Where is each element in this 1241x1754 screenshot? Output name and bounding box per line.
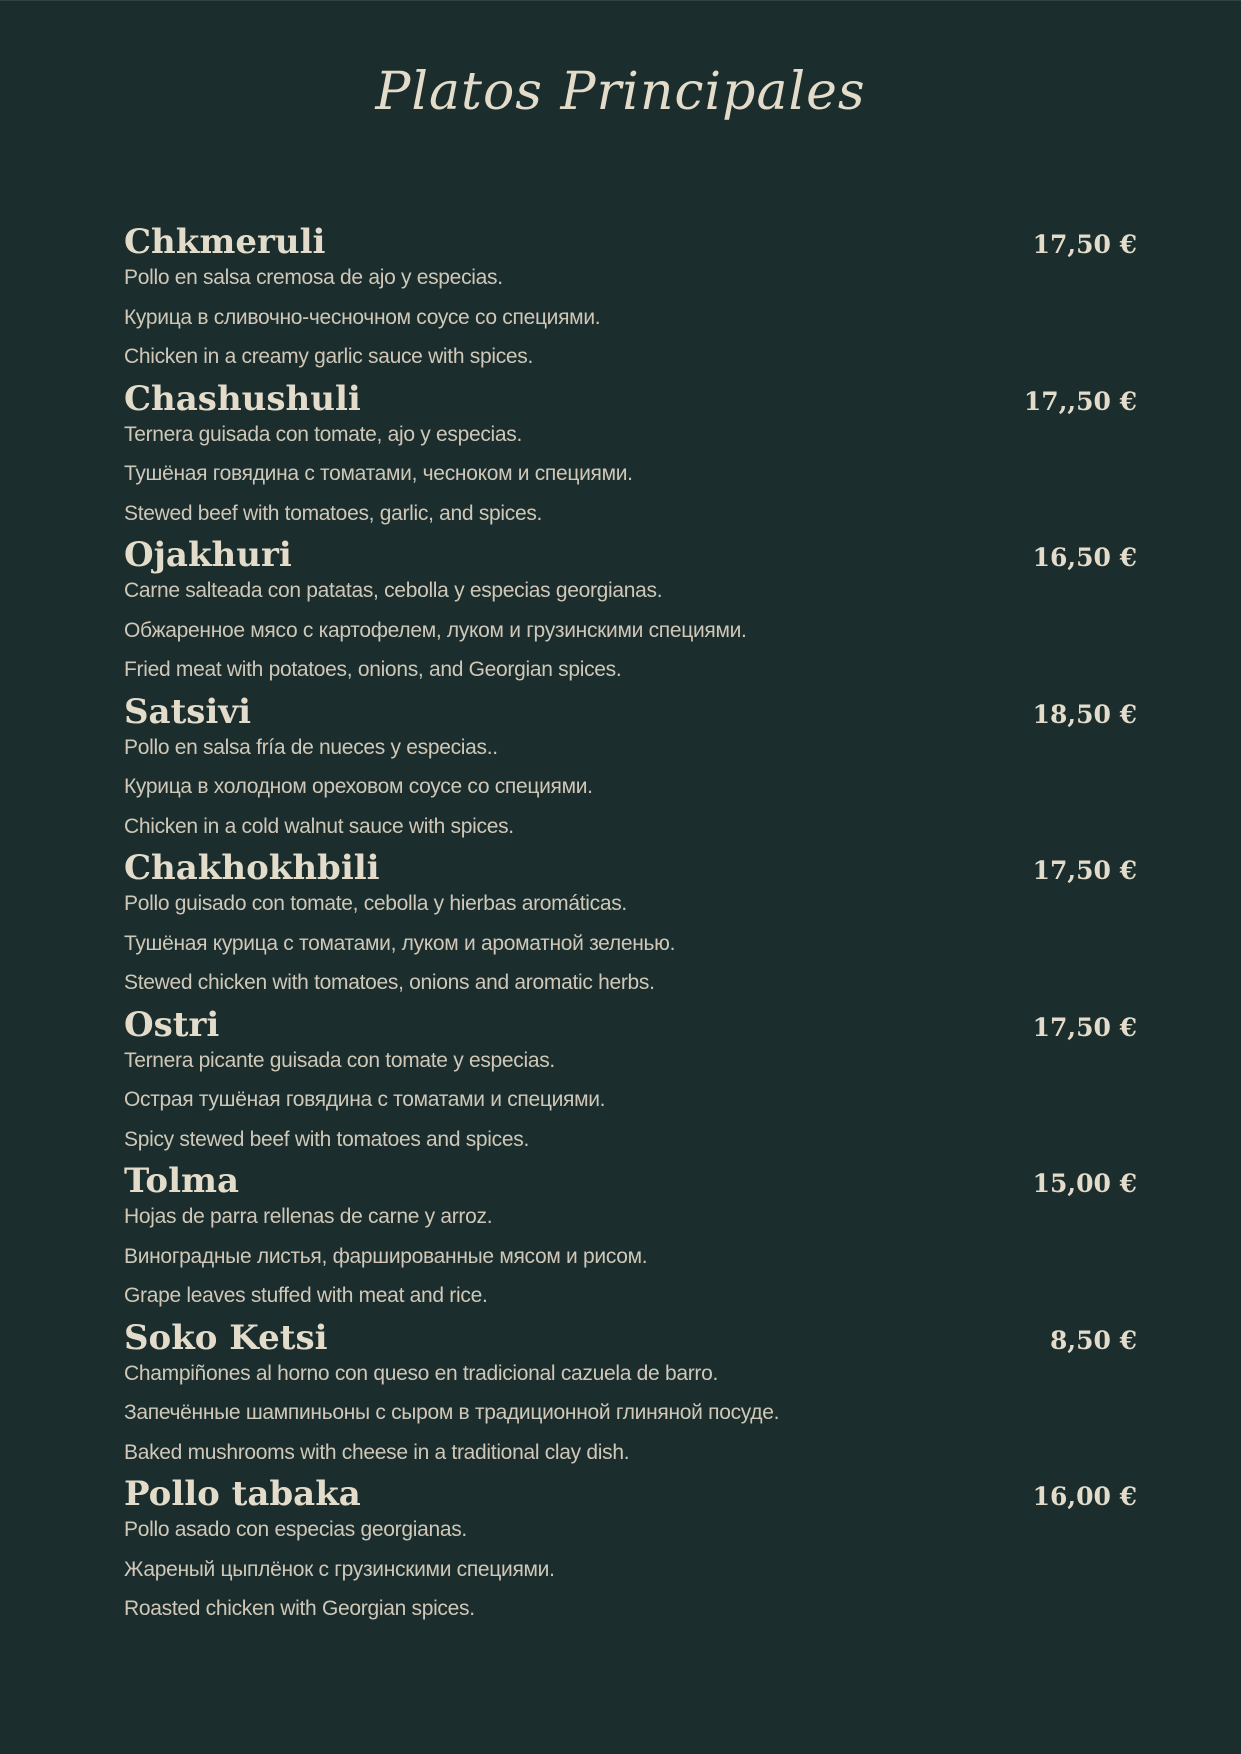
dish-name: Tolma [124,1161,239,1201]
dish-price: 16,50 € [1032,543,1137,572]
dish-description-ru: Жареный цыплёнок с грузинскими специями. [124,1557,555,1581]
dish-description-es: Carne salteada con patatas, cebolla y especias georgianas. [124,579,663,602]
menu-item [124,1474,1137,1631]
dish-price: 16,00 € [1032,1482,1137,1511]
dish-description-en: Stewed beef with tomatoes, garlic, and spices. [124,501,543,525]
dish-description-ru: Обжаренное мясо с картофелем, луком и грузинскими специями. [124,618,747,642]
dish-name: Pollo tabaka [124,1474,361,1514]
dish-name: Satsivi [124,691,252,732]
dish-name: Ostri [124,1004,220,1045]
dish-description-ru: Тушёная курица с томатами, луком и ароматной зеленью. [124,931,676,955]
dish-description-en: Fried meat with potatoes, onions, and Georgian spices. [124,658,622,681]
dish-description-en: Stewed chicken with tomatoes, onions and aromatic herbs. [124,971,655,994]
menu-item [124,379,1137,536]
dish-description-es: Ternera guisada con tomate, ajo y especias. [124,422,523,446]
dish-price: 8,50 € [1050,1325,1137,1355]
dish-name: Soko Ketsi [124,1317,328,1358]
dish-description-es: Ternera picante guisada con tomate y especias. [124,1048,555,1072]
dish-description-en: Chicken in a cold walnut sauce with spices. [124,814,514,838]
menu-item [124,222,1137,379]
menu-item [124,1318,1137,1475]
menu-item [124,1005,1137,1162]
dish-description-en: Chicken in a creamy garlic sauce with spices. [124,345,534,368]
menu-item [124,848,1137,1005]
dish-description-en: Baked mushrooms with cheese in a traditional clay dish. [124,1440,630,1464]
dish-price: 17,,50 € [1023,386,1137,416]
dish-description-en: Grape leaves stuffed with meat and rice. [124,1284,488,1307]
dish-description-ru: Виноградные листья, фаршированные мясом и рисом. [124,1244,648,1268]
dish-description-ru: Запечённые шампиньоны с сыром в традиционной глиняной посуде. [124,1401,780,1424]
menu-item [124,1161,1137,1318]
menu-item [124,535,1137,692]
dish-description-en: Roasted chicken with Georgian spices. [124,1597,475,1620]
dish-name: Ojakhuri [124,535,292,575]
dish-description-es: Hojas de parra rellenas de carne y arroz. [124,1205,493,1228]
dish-price: 18,50 € [1032,699,1137,729]
dish-description-ru: Острая тушёная говядина с томатами и специями. [124,1088,606,1111]
dish-description-es: Pollo en salsa fría de nueces y especias.. [124,735,498,759]
dish-description-es: Pollo en salsa cremosa de ajo y especias. [124,266,503,289]
dish-description-es: Pollo guisado con tomate, cebolla y hierbas aromáticas. [124,892,627,915]
dish-description-es: Pollo asado con especias georgianas. [124,1518,467,1541]
menu-list [124,222,1137,1631]
menu-item [124,692,1137,849]
dish-description-ru: Тушёная говядина с томатами, чесноком и специями. [124,462,633,485]
dish-description-ru: Курица в сливочно-чесночном соусе со специями. [124,305,601,329]
dish-description-es: Champiñones al horno con queso en tradicional cazuela de barro. [124,1361,718,1385]
dish-description-ru: Курица в холодном ореховом соусе со специями. [124,775,593,798]
dish-description-en: Spicy stewed beef with tomatoes and spices. [124,1127,529,1151]
dish-price: 17,50 € [1032,1012,1137,1042]
dish-name: Chashushuli [124,378,361,419]
page-title: Platos Principales [375,62,866,122]
dish-name: Chakhokhbili [124,848,380,888]
dish-name: Chkmeruli [124,222,326,262]
dish-price: 17,50 € [1032,856,1137,885]
top-divider [0,0,1241,1]
dish-price: 15,00 € [1032,1169,1137,1198]
dish-price: 17,50 € [1032,230,1137,259]
